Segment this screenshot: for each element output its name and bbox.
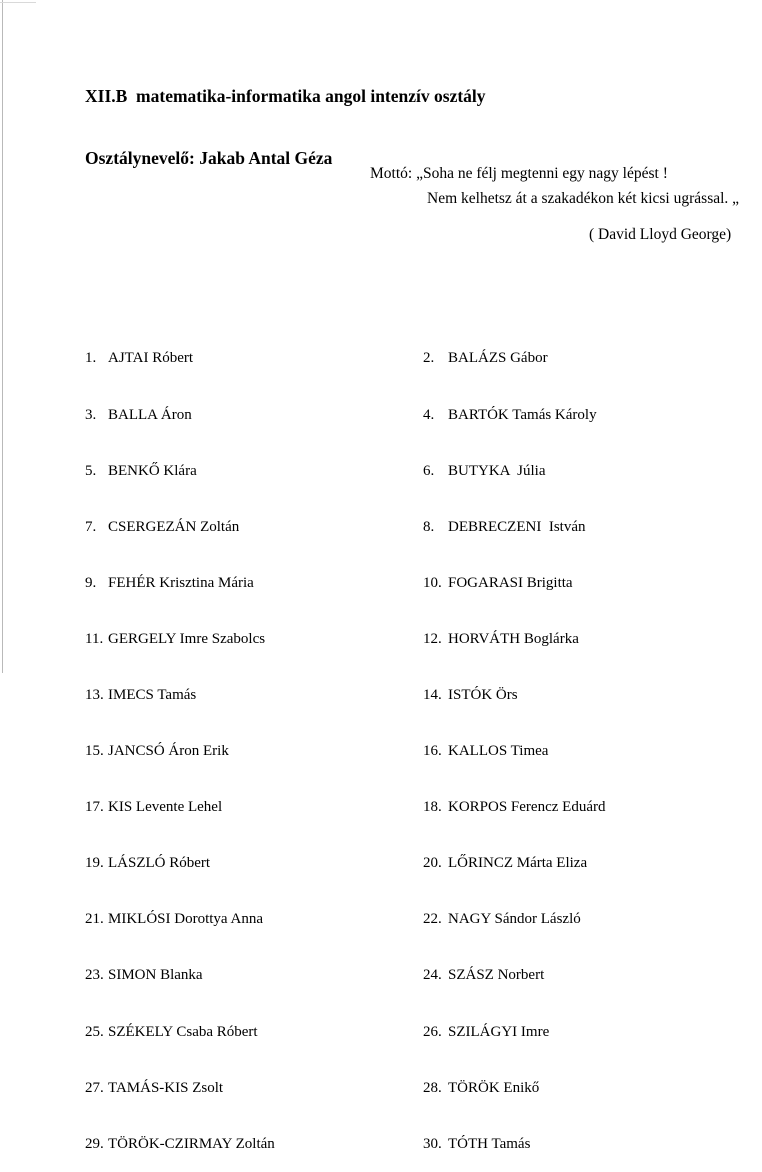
list-item [85,349,275,368]
student-number: 3. [85,406,97,423]
student-number: 13. [85,686,104,703]
student-name: SZILÁGYI Imre [448,1023,550,1040]
list-item [85,798,275,817]
list-item [85,1135,275,1154]
student-name: KIS Levente Lehel [108,799,223,816]
list-item [85,574,275,593]
list-item [423,1135,605,1154]
list-item [423,1079,605,1098]
student-name: TAMÁS-KIS Zsolt [108,1079,224,1096]
list-item [423,518,605,537]
list-item [85,630,275,649]
student-number: 14. [423,686,442,703]
student-name: BALÁZS Gábor [448,350,548,367]
student-number: 2. [423,350,435,367]
page-edge-left [2,0,3,673]
student-number: 12. [423,630,442,647]
list-item [423,630,605,649]
student-number: 18. [423,799,442,816]
student-list-right-column [423,312,605,1172]
student-name: BUTYKA Júlia [448,462,546,479]
student-number: 4. [423,406,435,423]
student-number: 19. [85,855,104,872]
student-name: SZÁSZ Norbert [448,967,545,984]
student-number: 23. [85,967,104,984]
list-item [85,1079,275,1098]
student-number: 10. [423,574,442,591]
list-item [423,798,605,817]
list-item [423,349,605,368]
student-name: NAGY Sándor László [448,911,581,928]
motto-line-2: Nem kelhetsz át a szakadékon két kicsi ugrással. „ [427,190,740,207]
list-item [85,406,275,425]
student-name: KALLOS Timea [448,743,549,760]
list-item [85,686,275,705]
list-item [423,1023,605,1042]
student-name: CSERGEZÁN Zoltán [108,518,240,535]
list-item [85,910,275,929]
motto-line-1: Mottó: „Soha ne félj megtenni egy nagy lépést ! [370,165,668,182]
student-name: GERGELY Imre Szabolcs [108,630,266,647]
student-name: AJTAI Róbert [108,350,194,367]
list-item [423,910,605,929]
student-number: 29. [85,1135,104,1152]
student-name: BARTÓK Tamás Károly [448,406,597,423]
student-number: 27. [85,1079,104,1096]
student-name: JANCSÓ Áron Erik [108,743,229,760]
student-number: 26. [423,1023,442,1040]
student-name: SZÉKELY Csaba Róbert [108,1023,258,1040]
page-edge-top [0,2,36,3]
list-item [85,518,275,537]
student-name: LŐRINCZ Márta Eliza [448,855,588,872]
list-item [423,742,605,761]
class-teacher: Osztálynevelő: Jakab Antal Géza [85,147,333,168]
student-number: 15. [85,743,104,760]
student-number: 28. [423,1079,442,1096]
student-name: FOGARASI Brigitta [448,574,573,591]
student-number: 1. [85,350,97,367]
list-item [85,462,275,481]
list-item [85,1023,275,1042]
student-name: TÖRÖK-CZIRMAY Zoltán [108,1135,275,1152]
student-number: 22. [423,911,442,928]
student-name: SIMON Blanka [108,967,203,984]
student-number: 30. [423,1135,442,1152]
student-number: 5. [85,462,97,479]
student-name: MIKLÓSI Dorottya Anna [108,911,263,928]
list-item [423,966,605,985]
student-number: 11. [85,630,104,647]
class-title: XII.B matematika-informatika angol intenzív osztály [85,86,486,106]
student-name: FEHÉR Krisztina Mária [108,574,254,591]
student-name: TÓTH Tamás [448,1135,531,1152]
student-number: 6. [423,462,435,479]
student-name: DEBRECZENI István [448,518,586,535]
student-number: 8. [423,518,435,535]
list-item [85,966,275,985]
student-name: TÖRÖK Enikő [448,1079,540,1096]
student-number: 9. [85,574,97,591]
student-name: BENKŐ Klára [108,462,197,479]
student-number: 16. [423,743,442,760]
list-item [85,854,275,873]
list-item [423,574,605,593]
list-item [423,686,605,705]
student-name: IMECS Tamás [108,686,197,703]
student-number: 20. [423,855,442,872]
student-number: 24. [423,967,442,984]
motto-attribution: ( David Lloyd George) [589,226,732,243]
list-item [85,742,275,761]
student-number: 25. [85,1023,104,1040]
student-number: 17. [85,799,104,816]
list-item [423,406,605,425]
student-name: BALLA Áron [108,406,192,423]
student-name: ISTÓK Örs [448,686,518,703]
student-number: 21. [85,911,104,928]
student-number: 7. [85,518,97,535]
list-item [423,462,605,481]
student-name: LÁSZLÓ Róbert [108,855,211,872]
student-name: KORPOS Ferencz Eduárd [448,799,606,816]
student-name: HORVÁTH Boglárka [448,630,579,647]
student-list-left-column [85,312,275,1172]
list-item [423,854,605,873]
